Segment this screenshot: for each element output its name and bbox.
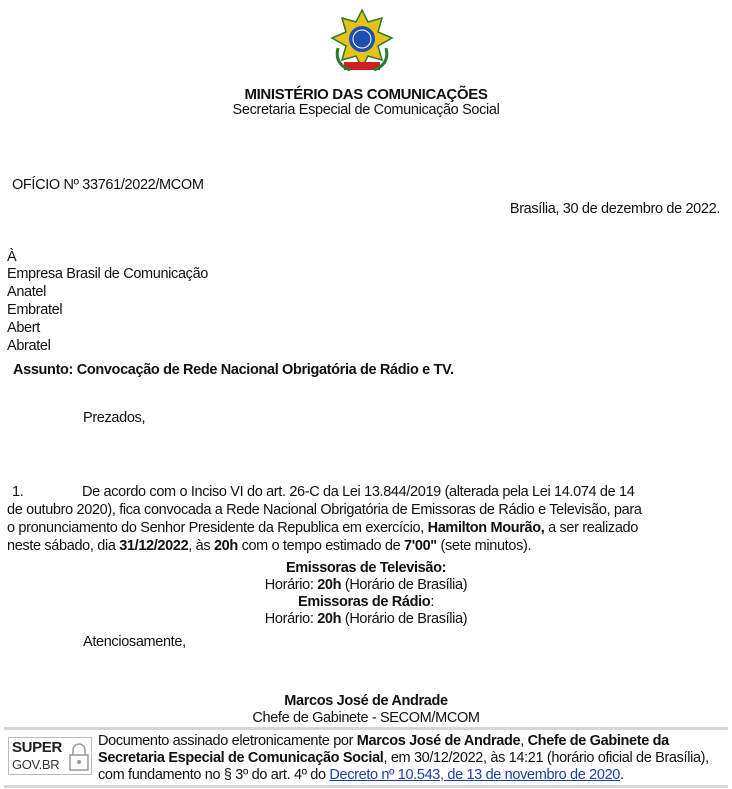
- signer-role: Chefe de Gabinete - SECOM/MCOM: [252, 710, 480, 726]
- coat-of-arms-emblem: [330, 8, 394, 76]
- date-line: Brasília, 30 de dezembro de 2022.: [509, 201, 720, 217]
- paragraph-line: de outubro 2020), fica convocada a Rede Nacional Obrigatória de Emissoras de Rádio e Televisão, para: [7, 502, 642, 518]
- recipient-item: Abert: [7, 320, 40, 336]
- recipient-item: Embratel: [7, 302, 63, 318]
- recipient-item: Empresa Brasil de Comunicação: [7, 266, 208, 282]
- secretariat-subtitle: Secretaria Especial de Comunicação Social: [232, 102, 500, 118]
- divider: [4, 727, 728, 730]
- paragraph-line: o pronunciamento do Senhor Presidente da Republica em exercício, Hamilton Mourão, a ser realizado: [7, 520, 638, 536]
- radio-schedule: Horário: 20h (Horário de Brasília): [264, 611, 468, 627]
- recipient-prefix: À: [7, 249, 17, 265]
- paragraph-line: De acordo com o Inciso VI do art. 26-C da Lei 13.844/2019 (alterada pela Lei 14.074 de 14: [82, 484, 635, 500]
- greeting: Prezados,: [83, 410, 146, 426]
- closing: Atenciosamente,: [83, 634, 186, 650]
- divider: [4, 785, 728, 788]
- signature-text-line: Secretaria Especial de Comunicação Social, em 30/12/2022, às 14:21 (horário oficial de Brasília),: [98, 750, 709, 766]
- padlock-icon: [68, 741, 90, 772]
- signature-text-line: com fundamento no § 3º do art. 4º do Decreto nº 10.543, de 13 de novembro de 2020.: [98, 767, 624, 783]
- paragraph-number: 1.: [12, 484, 24, 500]
- decree-link[interactable]: Decreto nº 10.543, de 13 de novembro de 2020: [329, 767, 620, 783]
- signer-name: Marcos José de Andrade: [284, 693, 448, 709]
- tv-title: Emissoras de Televisão:: [285, 560, 447, 576]
- oficio-number: OFÍCIO Nº 33761/2022/MCOM: [12, 177, 204, 193]
- logo-text-bottom: GOV.BR: [12, 757, 60, 772]
- recipient-item: Abratel: [7, 338, 51, 354]
- ministry-title: MINISTÉRIO DAS COMUNICAÇÕES: [244, 86, 488, 103]
- recipient-item: Anatel: [7, 284, 47, 300]
- subject-line: Assunto: Convocação de Rede Nacional Obrigatória de Rádio e TV.: [13, 362, 454, 378]
- tv-schedule: Horário: 20h (Horário de Brasília): [264, 577, 468, 593]
- super-govbr-logo: [8, 737, 92, 775]
- paragraph-line: neste sábado, dia 31/12/2022, às 20h com o tempo estimado de 7'00" (sete minutos).: [7, 538, 532, 554]
- signature-text-line: Documento assinado eletronicamente por Marcos José de Andrade, Chefe de Gabinete da: [98, 733, 669, 749]
- radio-title: Emissoras de Rádio:: [298, 594, 434, 610]
- logo-text-top: SUPER: [12, 739, 62, 756]
